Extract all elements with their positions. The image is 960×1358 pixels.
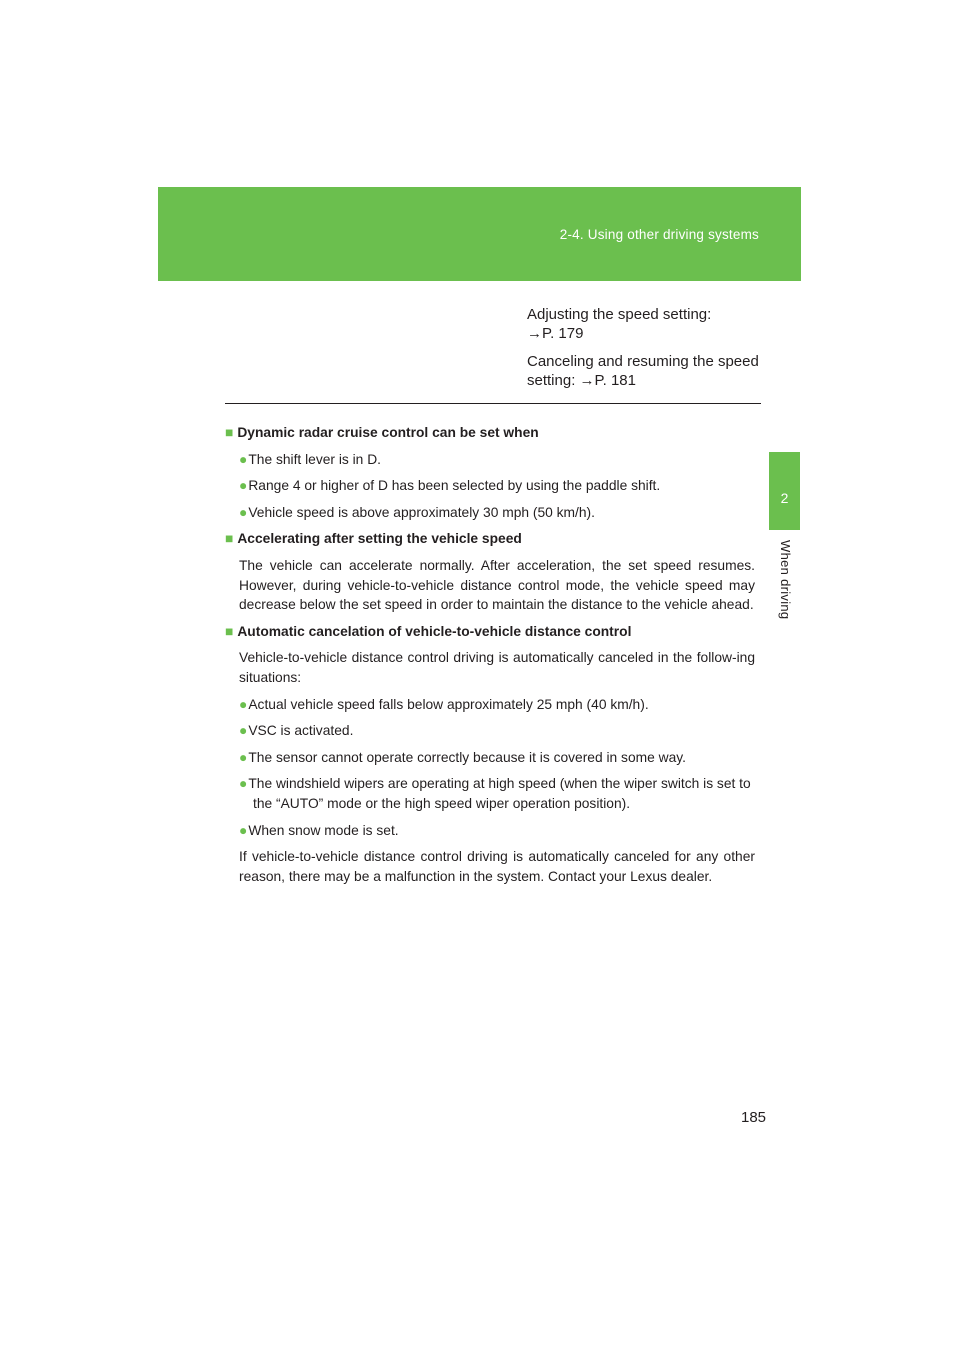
reference-link[interactable]: →P. 179 [527,325,584,342]
section-divider [225,403,761,404]
circle-bullet-icon: ● [239,451,248,467]
reference-item [527,352,767,390]
reference-block [527,305,767,399]
paragraph: The vehicle can accelerate normally. After acceleration, the set speed resumes. However, during vehicle-to-vehicle distance control mode, the vehicle speed may decrease below the set speed in order to maintain the distance to the vehicle ahead. [239,557,755,613]
chapter-label: When driving [778,540,793,620]
square-bullet-icon: ■ [225,425,234,440]
section-heading: ■ Accelerating after setting the vehicle speed [225,531,522,547]
list-item: ●Actual vehicle speed falls below approximately 25 mph (40 km/h). [239,696,649,712]
list-item: ●Range 4 or higher of D has been selected by using the paddle shift. [239,478,661,494]
list-item: ●When snow mode is set. [239,822,399,838]
square-bullet-icon: ■ [225,623,234,639]
list-item: ●The sensor cannot operate correctly because it is covered in some way. [239,749,686,765]
square-bullet-icon: ■ [225,531,234,547]
header-band [158,187,801,281]
reference-label: Adjusting the speed setting: [527,306,712,323]
circle-bullet-icon: ● [239,696,248,712]
section-heading: ■ Dynamic radar cruise control can be set when [225,425,539,440]
reference-label: Canceling and resuming the speed setting: [527,353,759,389]
paragraph: Vehicle-to-vehicle distance control driving is automatically canceled in the follow-ing situations: [239,650,755,685]
circle-bullet-icon: ● [239,504,248,520]
section-heading: ■ Automatic cancelation of vehicle-to-vehicle distance control [225,623,632,639]
chapter-tab [769,452,800,530]
page-number: 185 [741,1109,767,1126]
paragraph: If vehicle-to-vehicle distance control driving is automatically canceled for any other reason, there may be a malfunction in the system. Contact your Lexus dealer. [239,849,755,884]
circle-bullet-icon: ● [239,749,248,765]
list-item: ●The shift lever is in D. [239,451,381,467]
list-item: ●VSC is activated. [239,723,354,739]
section-title: 2-4. Using other driving systems [559,227,759,242]
reference-item [527,305,767,343]
circle-bullet-icon: ● [239,478,248,494]
reference-link[interactable]: →P. 181 [579,372,636,389]
chapter-number: 2 [780,490,789,506]
main-content [225,423,755,893]
list-item: ●Vehicle speed is above approximately 30 mph (50 km/h). [239,504,595,520]
circle-bullet-icon: ● [239,776,248,792]
circle-bullet-icon: ● [239,822,248,838]
list-item: ●The windshield wipers are operating at high speed (when the wiper switch is set to the “AUTO” mode or the high speed wiper operation position). [239,776,751,811]
circle-bullet-icon: ● [239,723,248,739]
